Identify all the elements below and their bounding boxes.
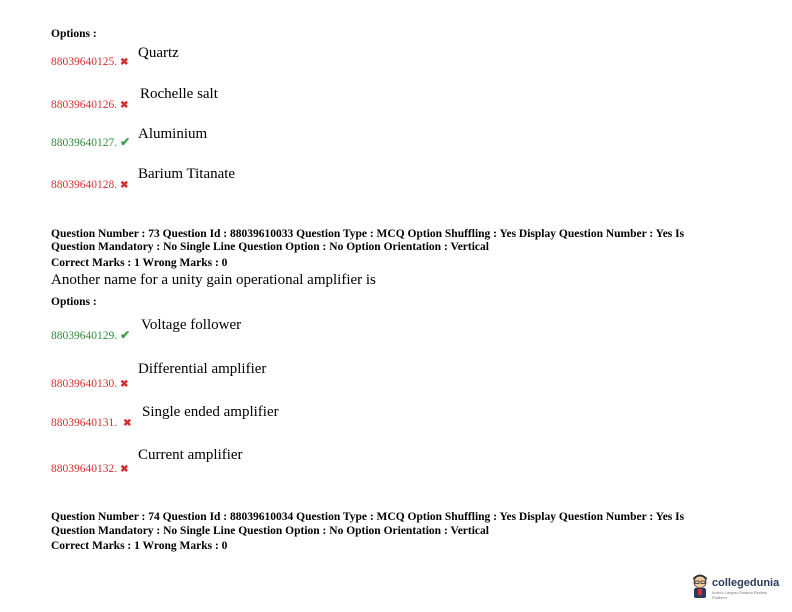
option-text: Differential amplifier [138,361,267,377]
logo-tagline: India's Largest Student Review Platform [712,590,768,600]
option-id: 88039640131. [51,417,118,429]
option-id: 88039640126. [51,99,118,111]
option-text: Barium Titanate [138,166,236,182]
mascot-icon [690,574,710,600]
option-row [51,133,130,151]
question-meta-line: Question Mandatory : No Single Line Question Option : No Option Orientation : Vertical [51,525,489,537]
option-row [51,326,130,344]
option-row [51,374,129,392]
question-meta-line: Question Mandatory : No Single Line Question Option : No Option Orientation : Vertical [51,241,489,253]
option-text: Voltage follower [141,317,242,333]
cross-icon: ✖ [120,180,129,191]
option-text: Single ended amplifier [142,404,279,420]
marks-line: Correct Marks : 1 Wrong Marks : 0 [51,257,228,269]
question-text: Another name for a unity gain operational amplifier is [51,272,376,288]
option-text: Quartz [138,45,179,61]
check-icon: ✔ [120,328,131,342]
question-meta-line: Question Number : 74 Question Id : 88039610034 Question Type : MCQ Option Shuffling : Yes Display Question Number : Yes Is [51,511,685,523]
check-icon: ✔ [120,135,131,149]
option-row [51,95,129,113]
marks-line: Correct Marks : 1 Wrong Marks : 0 [51,540,228,552]
option-text: Aluminium [138,126,208,142]
option-row [51,52,129,70]
cross-icon: ✖ [123,418,132,429]
option-id: 88039640127. [51,137,118,149]
option-row [51,459,129,477]
option-id: 88039640130. [51,378,118,390]
option-text: Rochelle salt [140,86,218,102]
option-row [51,413,132,431]
cross-icon: ✖ [120,464,129,475]
collegedunia-logo [690,572,780,600]
option-id: 88039640128. [51,179,118,191]
option-id: 88039640132. [51,463,118,475]
option-text: Current amplifier [138,447,243,463]
cross-icon: ✖ [120,100,129,111]
question-meta-line: Question Number : 73 Question Id : 88039610033 Question Type : MCQ Option Shuffling : Yes Display Question Number : Yes Is [51,228,685,240]
options-label: Options : [51,28,97,40]
options-label: Options : [51,296,97,308]
logo-text: collegedunia [712,577,780,589]
option-id: 88039640125. [51,56,118,68]
option-row [51,175,129,193]
cross-icon: ✖ [120,57,129,68]
option-id: 88039640129. [51,330,118,342]
cross-icon: ✖ [120,379,129,390]
